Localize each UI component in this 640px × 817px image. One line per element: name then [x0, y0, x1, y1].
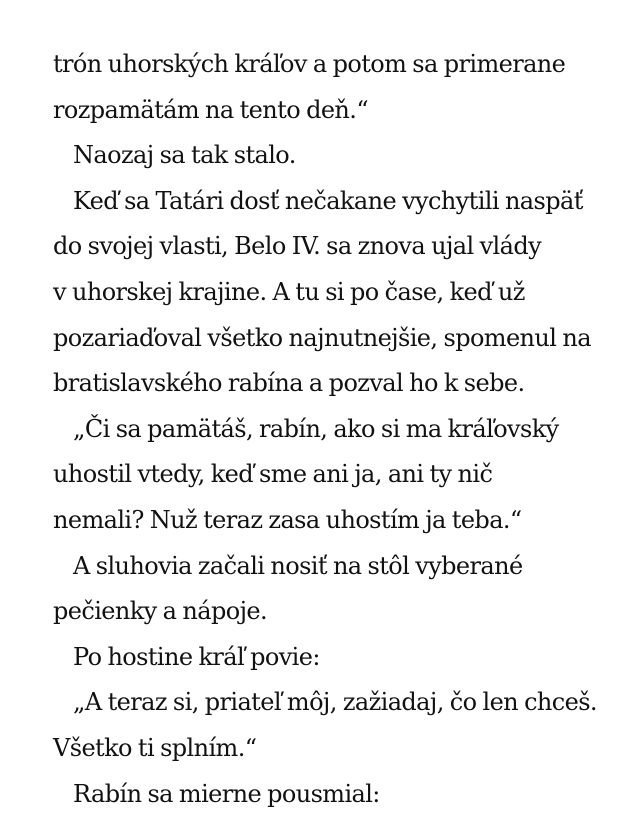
text-line: pozariaďoval všetko najnutnejšie, spomenul na: [53, 316, 613, 362]
text-line: trón uhorských kráľov a potom sa primerane: [53, 42, 613, 88]
text-line: Po hostine kráľ povie:: [53, 635, 613, 681]
text-line: bratislavského rabína a pozval ho k sebe.: [53, 361, 613, 407]
book-page: [53, 42, 613, 817]
text-line: „Či sa pamätáš, rabín, ako si ma kráľovský: [53, 407, 613, 453]
text-line: rozpamätám na tento deň.“: [53, 88, 613, 134]
text-line: pečienky a nápoje.: [53, 589, 613, 635]
text-line: uhostil vtedy, keď sme ani ja, ani ty nič: [53, 452, 613, 498]
text-line: Keď sa Tatári dosť nečakane vychytili naspäť: [53, 179, 613, 225]
text-line: nemali? Nuž teraz zasa uhostím ja teba.“: [53, 498, 613, 544]
text-line: Všetko ti splním.“: [53, 726, 613, 772]
text-line: A sluhovia začali nosiť na stôl vyberané: [53, 544, 613, 590]
text-line: Rabín sa mierne pousmial:: [53, 772, 613, 817]
text-line: v uhorskej krajine. A tu si po čase, keď už: [53, 270, 613, 316]
text-line: „A teraz si, priateľ môj, zažiadaj, čo len chceš.: [53, 680, 613, 726]
text-line: do svojej vlasti, Belo IV. sa znova ujal vlády: [53, 224, 613, 270]
text-line: Naozaj sa tak stalo.: [53, 133, 613, 179]
